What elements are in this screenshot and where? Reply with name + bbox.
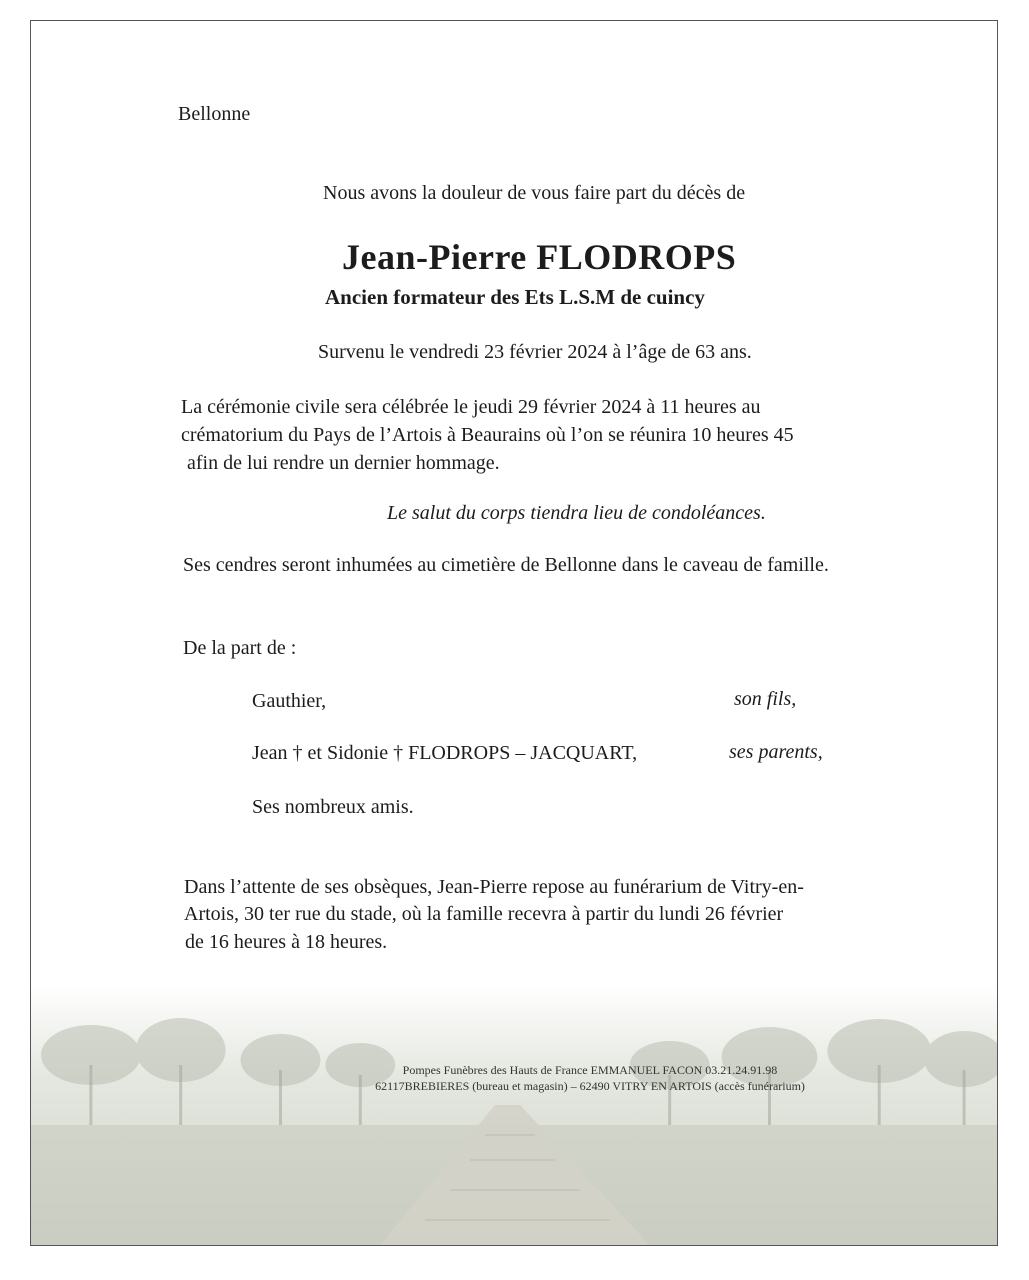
ashes-text: Ses cendres seront inhumées au cimetière de Bellonne dans le caveau de famille. xyxy=(183,554,829,576)
rest-line-3: de 16 heures à 18 heures. xyxy=(185,931,388,953)
family-relation-2: ses parents, xyxy=(729,741,823,763)
deceased-name: Jean-Pierre FLODROPS xyxy=(342,237,737,277)
from-label: De la part de : xyxy=(183,637,297,659)
intro-text: Nous avons la douleur de vous faire part du décès de xyxy=(323,182,746,204)
deceased-title: Ancien formateur des Ets L.S.M de cuincy xyxy=(325,285,705,309)
footer-line-2: 62117BREBIERES (bureau et magasin) – 62490 VITRY EN ARTOIS (accès funérarium) xyxy=(375,1079,805,1093)
location: Bellonne xyxy=(178,103,251,125)
ceremony-line-3: afin de lui rendre un dernier hommage. xyxy=(187,452,500,474)
misty-trees-path-image xyxy=(31,985,997,1245)
death-info: Survenu le vendredi 23 février 2024 à l’âge de 63 ans. xyxy=(318,341,752,363)
family-relation-1: son fils, xyxy=(734,688,797,710)
footer-line-1: Pompes Funèbres des Hauts de France EMMANUEL FACON 03.21.24.91.98 xyxy=(402,1063,778,1077)
family-name-2: Jean † et Sidonie † FLODROPS – JACQUART, xyxy=(252,742,638,764)
rest-line-1: Dans l’attente de ses obsèques, Jean-Pierre repose au funérarium de Vitry-en- xyxy=(184,876,804,898)
family-name-3: Ses nombreux amis. xyxy=(252,796,414,818)
condolences-note: Le salut du corps tiendra lieu de condoléances. xyxy=(387,502,766,524)
ceremony-line-1: La cérémonie civile sera célébrée le jeudi 29 février 2024 à 11 heures au xyxy=(181,396,761,418)
ceremony-line-2: crématorium du Pays de l’Artois à Beaurains où l’on se réunira 10 heures 45 xyxy=(181,424,794,446)
rest-line-2: Artois, 30 ter rue du stade, où la famille recevra à partir du lundi 26 février xyxy=(184,903,784,925)
family-name-1: Gauthier, xyxy=(252,690,327,712)
